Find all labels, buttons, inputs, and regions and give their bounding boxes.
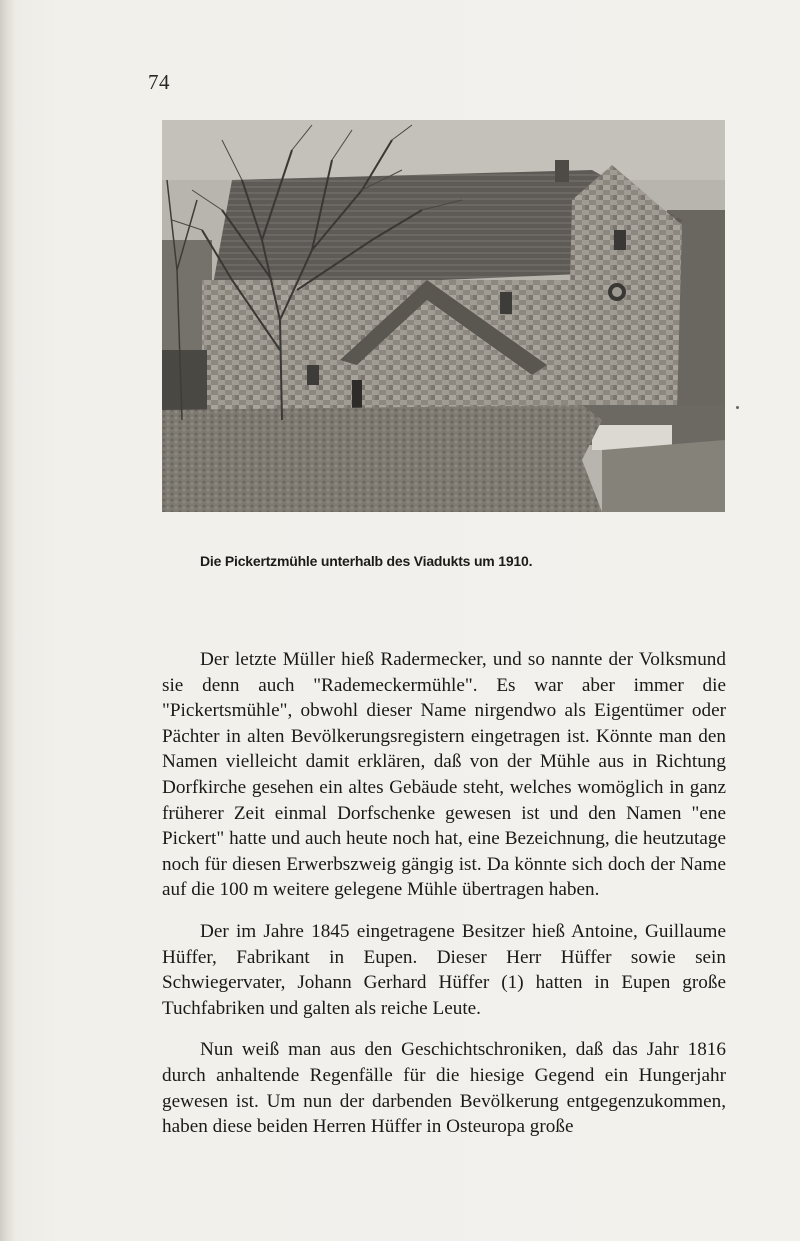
paragraph: Nun weiß man aus den Geschichtschroniken, daß das Jahr 1816 durch anhaltende Regenfälle für die hiesige Gegend ein Hungerjahr gewesen ist. Um nun der darbenden Bevölkerung entgegenzukommen, haben diese beiden Herren Hüffer in Osteuropa große	[162, 1039, 726, 1138]
page-number: 74	[148, 70, 170, 94]
photo-caption: Die Pickertzmühle unterhalb des Viadukts um 1910.	[200, 553, 533, 569]
paragraph: Der im Jahre 1845 eingetragene Besitzer hieß Antoine, Guillaume Hüffer, Fabrikant in Eupen. Dieser Herr Hüffer sowie sein Schwiegervater, Johann Gerhard Hüffer (1) hatten in Eupen große Tuchfabriken und galten als reiche Leute.	[162, 920, 726, 1019]
speck-mark	[736, 406, 739, 409]
body-text	[162, 647, 726, 1156]
paragraph: Der letzte Müller hieß Radermecker, und so nannte der Volksmund sie denn auch "Rademeckermühle". Es war aber immer die "Pickertsmühle", obwohl dieser Name nirgendwo als Eigentümer oder Pächter in alten Bevölkerungsregistern eingetragen ist. Könnte man den Namen vielleicht damit erklären, daß von der Mühle aus in Richtung Dorfkirche gesehen ein altes Gebäude steht, welches womöglich in ganz früherer Zeit einmal Dorfschenke gewesen ist und den Namen "ene Pickert" hatte und auch heute noch hat, eine Bezeichnung, die heutzutage noch für diesen Erwerbszweig gängig ist. Da könnte sich doch der Name auf die 100 m weitere gelegene Mühle übertragen haben.	[162, 649, 726, 901]
photo-mill	[162, 120, 725, 512]
photo-icon	[162, 120, 725, 512]
